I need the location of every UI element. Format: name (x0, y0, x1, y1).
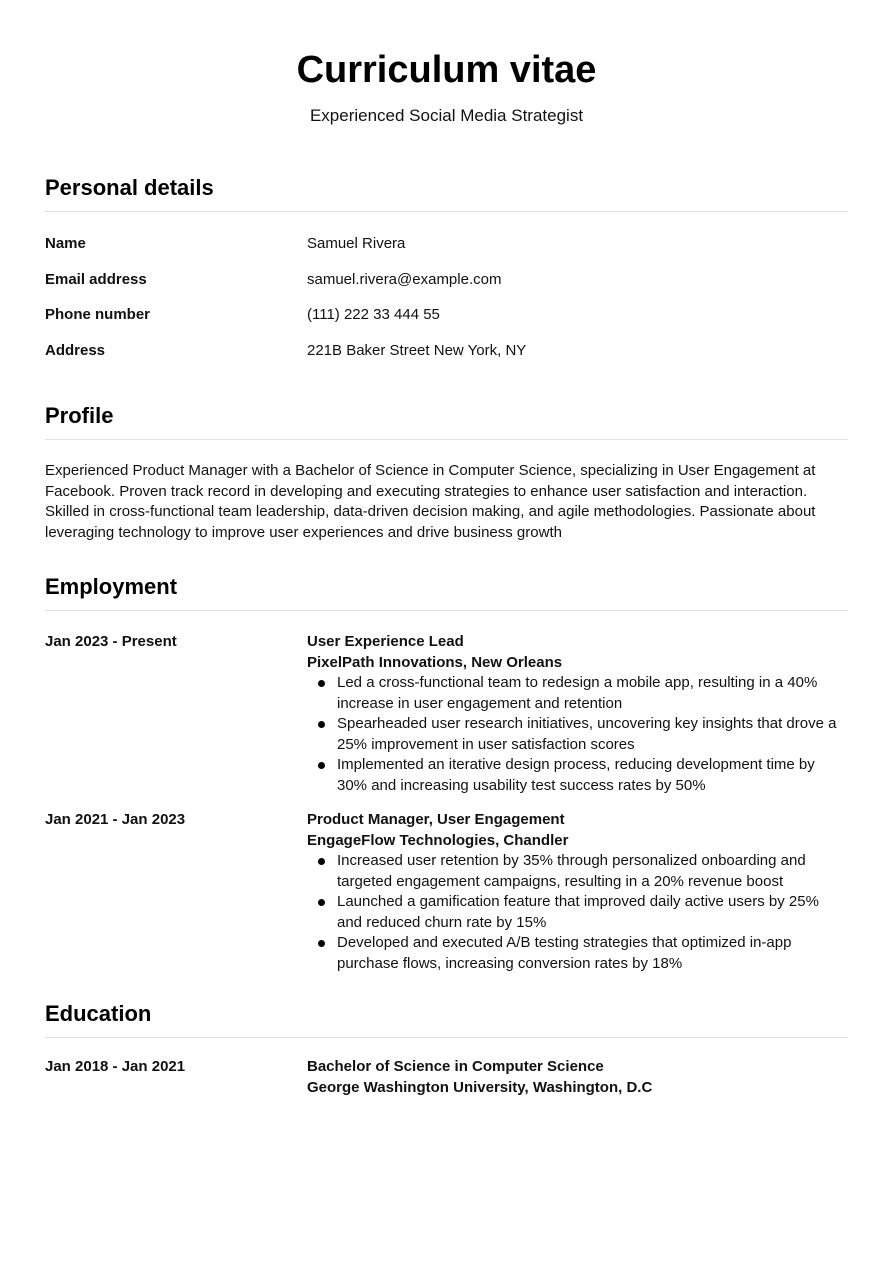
achievement-text: Developed and executed A/B testing strategies that optimized in-app purchase flows, increasing conversion rates by 18% (337, 934, 792, 972)
detail-value: samuel.rivera@example.com (307, 270, 502, 288)
document-subtitle: Experienced Social Media Strategist (309, 106, 584, 125)
achievement-text: Spearheaded user research initiatives, uncovering key insights that drove a 25% improvement in user satisfaction scores (337, 715, 837, 753)
achievement-text: Led a cross-functional team to redesign a mobile app, resulting in a 40% increase in user engagement and retention (337, 674, 818, 712)
document-title: Curriculum vitae (296, 49, 597, 91)
employment-dates: Jan 2023 - Present (45, 633, 177, 650)
school: George Washington University, Washington, D.C (307, 1078, 653, 1096)
employment-entry (45, 632, 848, 796)
achievement-text: Increased user retention by 35% through personalized onboarding and targeted engagement campaigns, resulting in a 20% revenue boost (337, 852, 806, 890)
detail-label: Email address (45, 270, 147, 288)
bullet-icon (318, 899, 325, 906)
employment-details (307, 810, 848, 974)
personal-details-table (45, 233, 848, 375)
detail-row-email (45, 269, 848, 305)
achievement-item (307, 892, 848, 933)
detail-value: Samuel Rivera (307, 235, 406, 252)
bullet-icon (318, 762, 325, 769)
detail-label: Address (45, 341, 106, 359)
employment-list (45, 632, 848, 974)
achievement-item (307, 714, 848, 755)
job-title: User Experience Lead (307, 633, 464, 650)
profile-summary: Experienced Product Manager with a Bachelor of Science in Computer Science, specializing in User Engagement at Facebook. Proven track record in developing and executing strategies to enhance user satisfaction and interaction. Skilled in cross-functional team leadership, data-driven decision making, and agile methodologies. Passionate about leveraging technology to improve user experiences and drive business growth (45, 462, 816, 541)
achievement-item (307, 673, 848, 714)
employment-entry (45, 810, 848, 974)
detail-value: 221B Baker Street New York, NY (307, 341, 527, 359)
achievement-list (307, 673, 848, 796)
education-list (45, 1057, 848, 1098)
achievement-item (307, 851, 848, 892)
bullet-icon (318, 721, 325, 728)
education-entry (45, 1057, 848, 1098)
education-heading: Education (45, 1000, 848, 1038)
personal-details-heading: Personal details (45, 174, 848, 212)
detail-row-name (45, 233, 848, 269)
degree: Bachelor of Science in Computer Science (307, 1058, 604, 1075)
achievement-list (307, 851, 848, 974)
bullet-icon (318, 858, 325, 865)
bullet-icon (318, 680, 325, 687)
employment-dates: Jan 2021 - Jan 2023 (45, 811, 186, 828)
detail-value: (111) 222 33 444 55 (307, 306, 440, 323)
education-dates: Jan 2018 - Jan 2021 (45, 1058, 186, 1075)
education-details (307, 1057, 848, 1098)
employer: EngageFlow Technologies, Chandler (307, 831, 569, 849)
job-title: Product Manager, User Engagement (307, 811, 565, 828)
employer: PixelPath Innovations, New Orleans (307, 653, 563, 671)
employment-details (307, 632, 848, 796)
achievement-item (307, 933, 848, 974)
employment-heading: Employment (45, 573, 848, 611)
achievement-item (307, 755, 848, 796)
detail-label: Name (45, 235, 86, 252)
profile-heading: Profile (45, 402, 848, 440)
bullet-icon (318, 940, 325, 947)
achievement-text: Launched a gamification feature that improved daily active users by 25% and reduced churn rate by 15% (337, 893, 819, 931)
achievement-text: Implemented an iterative design process, reducing development time by 30% and increasing usability test success rates by 50% (337, 756, 815, 794)
detail-label: Phone number (45, 306, 151, 323)
detail-row-address (45, 340, 848, 376)
detail-row-phone (45, 304, 848, 340)
